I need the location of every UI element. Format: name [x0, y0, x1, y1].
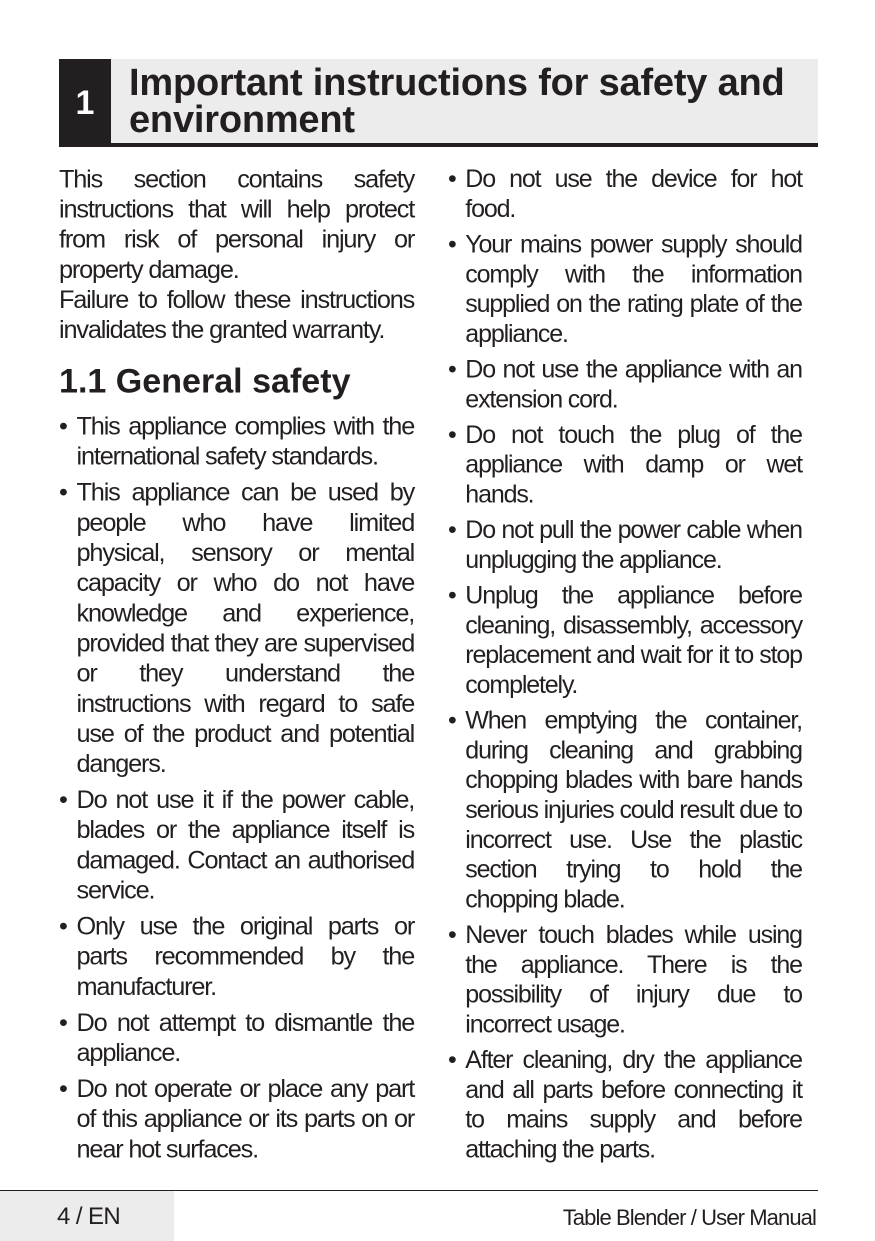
safety-item [59, 785, 414, 906]
safety-item-text: Do not attempt to dismantle the appliance. [76, 1007, 415, 1067]
safety-item [59, 477, 414, 779]
bullet-icon: • [59, 411, 67, 441]
safety-item-text: Never touch blades while using the appliance. There is the possibility of injury due to incorrect usage. [465, 919, 802, 1039]
safety-item [59, 1074, 414, 1164]
safety-item-text: Do not use it if the power cable, blades or the appliance itself is damaged. Contact an authorised service. [76, 784, 415, 905]
safety-item-text: Do not use the appliance with an extension cord. [465, 354, 802, 414]
safety-item-text: After cleaning, dry the appliance and all parts before connecting it to mains supply and before attaching the parts. [465, 1044, 802, 1164]
safety-item [448, 354, 802, 414]
safety-item [448, 705, 802, 914]
bullet-icon: • [448, 705, 456, 735]
safety-item-text: Do not touch the plug of the appliance with damp or wet hands. [465, 419, 802, 509]
safety-item [448, 580, 802, 699]
safety-item [59, 1008, 414, 1068]
bullet-icon: • [448, 580, 456, 610]
intro-paragraph: Failure to follow these instructions invalidates the granted warranty. [59, 284, 415, 344]
document-title: Table Blender / User Manual [562, 1205, 816, 1230]
bullet-icon: • [448, 229, 456, 259]
bullet-icon: • [448, 164, 456, 193]
page-number-box [0, 1191, 174, 1241]
page-number: 4 / EN [57, 1203, 121, 1230]
bullet-icon: • [59, 1007, 67, 1037]
safety-item-text: Do not use the device for hot food. [465, 164, 802, 223]
safety-list-left [59, 411, 414, 1164]
safety-item [448, 164, 802, 224]
page-footer [0, 1190, 818, 1241]
bullet-icon: • [448, 1044, 456, 1074]
safety-item [448, 1045, 802, 1164]
safety-item [59, 911, 414, 1001]
bullet-icon: • [59, 784, 67, 814]
bullet-icon: • [448, 515, 456, 544]
safety-item-text: Unplug the appliance before cleaning, disassembly, accessory replacement and wait for it to stop completely. [465, 580, 802, 699]
bullet-icon: • [448, 354, 456, 384]
safety-item-text: Only use the original parts or parts recommended by the manufacturer. [76, 911, 415, 1001]
safety-item [448, 229, 802, 348]
safety-item-text: Do not pull the power cable when unplugging the appliance. [465, 515, 802, 574]
safety-item [59, 411, 414, 471]
bullet-icon: • [448, 919, 456, 949]
safety-item-text: Do not operate or place any part of this appliance or its parts on or near hot surfaces. [76, 1073, 415, 1164]
section-header [59, 59, 818, 147]
section-number: 1 [59, 59, 111, 147]
bullet-icon: • [448, 419, 456, 449]
intro-text [59, 164, 414, 345]
safety-item-text: This appliance complies with the international safety standards. [76, 411, 415, 471]
section-title: Important instructions for safety and environment [129, 62, 785, 141]
safety-item [448, 515, 802, 575]
intro-paragraph: This section contains safety instructions that will help protect from risk of personal injury or property damage. [59, 164, 415, 284]
bullet-icon: • [59, 1073, 67, 1103]
safety-list-right [448, 164, 802, 1164]
bullet-icon: • [59, 477, 67, 507]
safety-item-text: Your mains power supply should comply with the information supplied on the rating plate of the appliance. [465, 229, 802, 348]
bullet-icon: • [59, 911, 67, 941]
safety-item [448, 920, 802, 1039]
right-column [448, 164, 802, 1170]
subsection-heading: 1.1 General safety [59, 362, 351, 401]
safety-item-text: When emptying the container, during cleaning and grabbing chopping blades with bare hands serious injuries could result due to incorrect use. Use the plastic section trying to hold the chopping blade. [465, 705, 802, 914]
left-column [59, 164, 414, 1170]
safety-item-text: This appliance can be used by people who have limited physical, sensory or mental capacity or who do not have knowledge and experience, provided that they are supervised or they understand the instructions with regard to safe use of the product and potential dangers. [76, 477, 415, 778]
safety-item [448, 420, 802, 509]
